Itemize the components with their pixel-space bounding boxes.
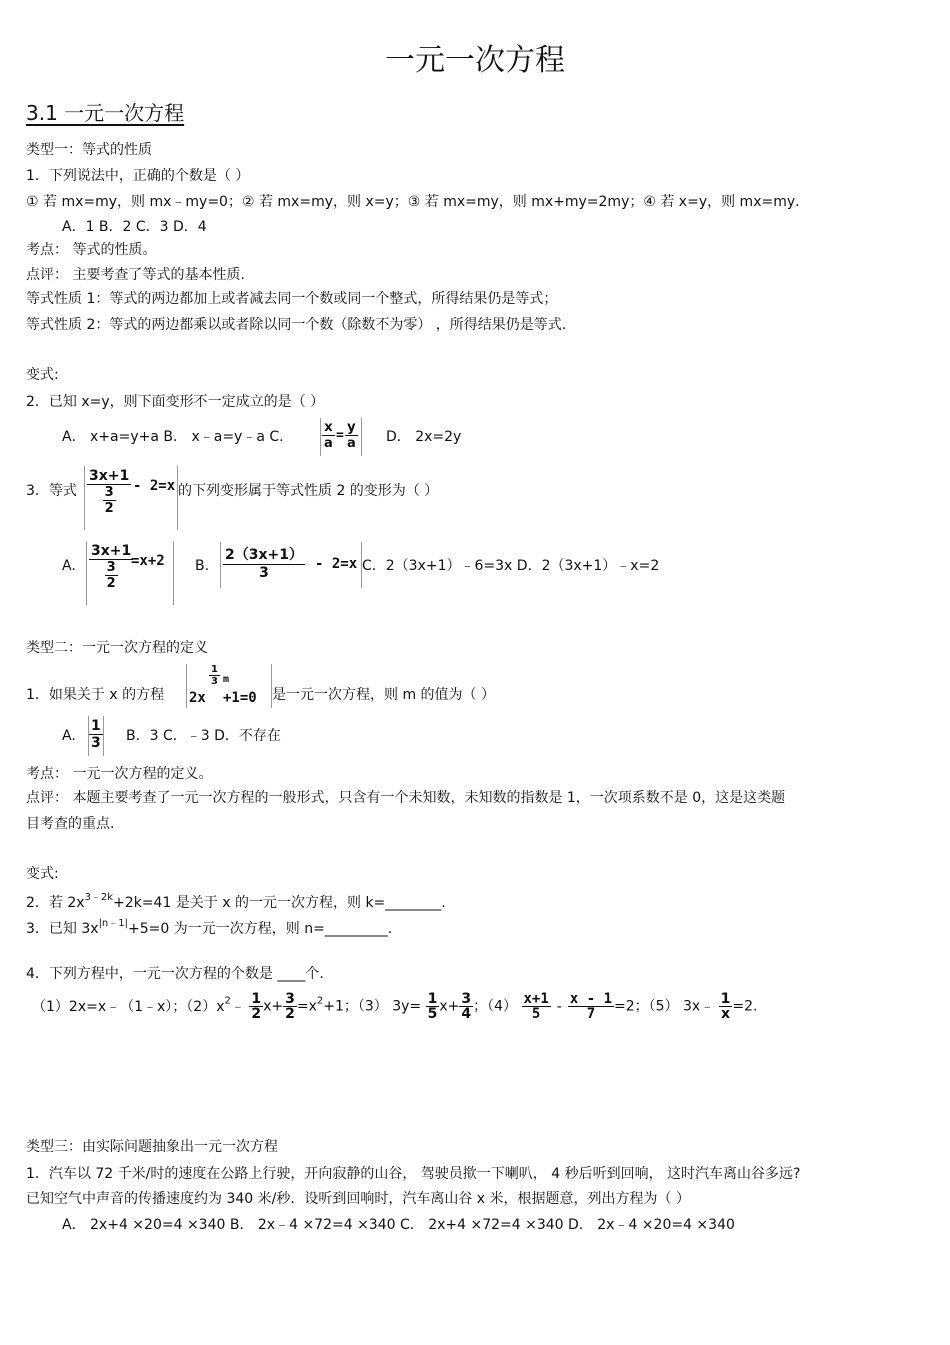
t3-q1-options: A． 2x+4 ×20=4 ×340 B． 2x﹣4 ×72=4 ×340 C． 2x+4 ×72=4 ×340 D． 2x﹣4 ×20=4 ×340: [62, 1217, 735, 1233]
fraction: $\frac{x - 1}{7}$: [569, 991, 613, 1022]
t1-property-1: 等式性质 1：等式的两边都加上或者减去同一个数或同一个整式，所得结果仍是等式；: [26, 291, 558, 307]
fraction: $\frac{1}{x}$: [720, 991, 731, 1022]
fraction: $\frac{3}{4}$: [461, 991, 472, 1022]
fraction: $\frac{y}{a}$: [347, 420, 356, 451]
t1-q3-cd: C．2（3x+1）﹣6=3x D．2（3x+1）﹣x=2: [362, 558, 660, 574]
t2-q3: 3．已知 $3x^{|n﹣1|}+5=0$ 为一元一次方程，则 n=_________.: [26, 918, 393, 937]
fraction: $\frac{3x+1}{\frac{3}{2}}$: [91, 543, 132, 591]
t1-q3-b-formula: $\frac{2(3x+1)}{3}$ - 2=x: [220, 542, 362, 588]
fraction: $\frac{2(3x+1)}{3}$: [223, 544, 305, 581]
type3-heading: 类型三：由实际问题抽象出一元一次方程: [26, 1139, 278, 1155]
t2-q1-post: 是一元一次方程，则 m 的值为（ ）: [272, 687, 495, 703]
t1-q2-d: D． 2x=2y: [386, 429, 462, 445]
t1-q3-pre: 3．等式: [26, 483, 77, 499]
t1-q3-post: 的下列变形属于等式性质 2 的变形为（ ）: [178, 483, 439, 499]
fraction: $\frac{x}{a}$: [324, 420, 333, 451]
t1-q3-equation: $\frac{3x+1}{\frac{3}{2}}$ - 2=x: [84, 466, 178, 530]
t1-q2-c-formula: $\frac{x}{a}$ = $\frac{y}{a}$: [320, 418, 362, 456]
t2-q2: 2．若 $2x^{3﹣2k}+2k=41$ 是关于 x 的一元一次方程，则 k=________.: [26, 892, 446, 911]
t2-dianping-2: 目考查的重点.: [26, 816, 115, 832]
type1-heading: 类型一：等式的性质: [26, 142, 152, 158]
t2-variant-label: 变式:: [26, 866, 59, 882]
fraction: $\frac{1}{2}$: [251, 991, 262, 1022]
t2-kaodian: 考点： 一元一次方程的定义。: [26, 766, 213, 782]
fraction: $\frac{1}{3}$: [211, 664, 218, 687]
t2-q1-equation: 2x $\frac{1}{3}$ m +1=0: [186, 664, 272, 708]
t2-q1-pre: 1．如果关于 x 的方程: [26, 687, 165, 703]
t1-variant-label: 变式:: [26, 367, 59, 383]
fraction: $\frac{3x+1}{\frac{3}{2}}$: [89, 468, 130, 516]
t1-dianping: 点评： 主要考查了等式的基本性质.: [26, 267, 245, 283]
t1-q2: 2．已知 x=y，则下面变形不一定成立的是（ ）: [26, 394, 325, 410]
t2-q4: 4．下列方程中，一元一次方程的个数是 ____个.: [26, 966, 324, 982]
t1-kaodian: 考点： 等式的性质。: [26, 242, 157, 258]
fraction: $\frac{1}{3}$: [91, 718, 101, 751]
fraction: $\frac{1}{5}$: [427, 991, 438, 1022]
t2-q1-options: B．3 C．﹣3 D．不存在: [126, 728, 281, 744]
t1-q3-b-label: B.: [195, 558, 210, 574]
t2-q4-equations: （1）2x=x﹣（1﹣x）；$(2)x^2﹣$ $\frac{1}{2}$ x+ $\frac{3}{2}$ $=x^2+1$；（3） 3y= $\frac{1}{5}$ x+ $\frac{3}{4}$ ；（4） $\frac{x+1}{5}$ - $\frac{x - 1}{7}$ =2；（5） 3x﹣ $\frac{1}{x}$ =2.: [32, 991, 758, 1022]
t3-q1-line1: 1．汽车以 72 千米/时的速度在公路上行驶，开向寂静的山谷， 驾驶员揿一下喇叭， 4 秒后听到回响， 这时汽车离山谷多远?: [26, 1166, 801, 1182]
t1-q2-ab: A． x+a=y+a B． x﹣a=y﹣a C.: [62, 429, 284, 445]
t2-dianping-1: 点评： 本题主要考查了一元一次方程的一般形式，只含有一个未知数，未知数的指数是 1，一次项系数不是 0，这是这类题: [26, 790, 786, 806]
fraction: $\frac{3}{2}$: [285, 991, 295, 1022]
t3-q1-line2: 已知空气中声音的传播速度约为 340 米/秒．设听到回响时，汽车离山谷 x 米，根据题意，列出方程为（ ）: [26, 1191, 690, 1207]
t1-q1: 1．下列说法中，正确的个数是（ ）: [26, 168, 250, 184]
t1-q1-items: ① 若 mx=my，则 mx﹣my=0；② 若 mx=my，则 x=y；③ 若 mx=my，则 mx+my=2my；④ 若 x=y，则 mx=my．: [26, 194, 810, 210]
t1-property-2: 等式性质 2：等式的两边都乘以或者除以同一个数（除数不为零） ，所得结果仍是等式.: [26, 317, 567, 333]
t1-q1-options: A．1 B．2 C．3 D．4: [62, 219, 207, 235]
fraction: $\frac{x+1}{5}$: [523, 991, 549, 1022]
t1-q3-a-formula: $\frac{3x+1}{\frac{3}{2}}$ =x+2: [86, 541, 174, 605]
section-heading: 3.1 一元一次方程: [26, 101, 185, 125]
t1-q3-a-label: A.: [62, 558, 76, 574]
t2-q1-a-formula: [88, 716, 104, 756]
t2-q1-a-label: A.: [62, 728, 76, 744]
type2-heading: 类型二：一元一次方程的定义: [26, 640, 208, 656]
page-title: 一元一次方程: [385, 43, 565, 78]
